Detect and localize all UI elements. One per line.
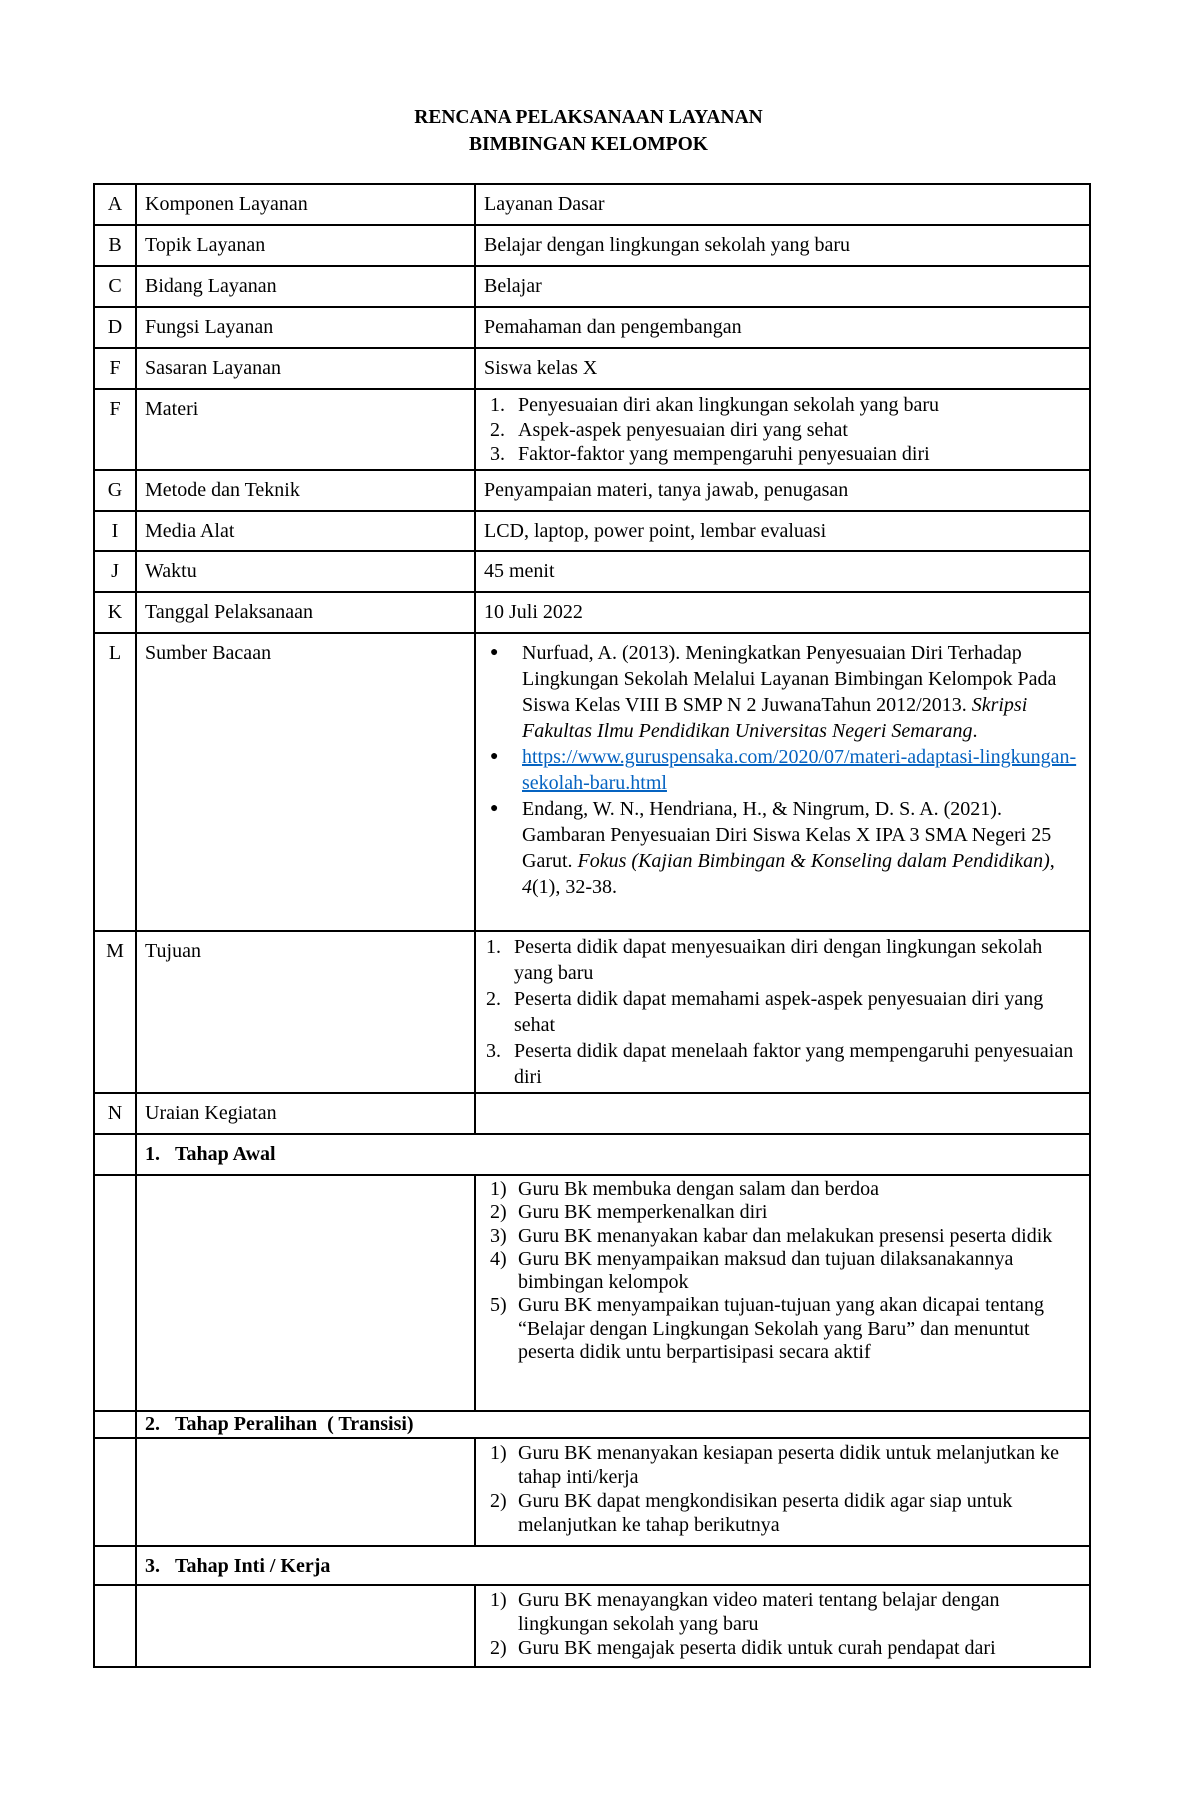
stage-title [136, 1546, 1090, 1585]
table-row-uraian [94, 1093, 1090, 1134]
item-number: 1. [490, 394, 505, 416]
step-item [484, 1441, 1081, 1489]
item-number: 2. [490, 419, 505, 441]
row-label: Sumber Bacaan [136, 633, 475, 931]
empty-cell [94, 1546, 136, 1585]
stage-steps-awal [94, 1175, 1090, 1411]
row-letter: F [94, 389, 136, 470]
table-row-sumber-bacaan [94, 633, 1090, 931]
step-item [484, 1248, 1081, 1295]
reference-text: Endang, W. N., Hendriana, H., & Ningrum, D. S. A. (2021). Gambaran Penyesuaian Diri Siswa Kelas X IPA 3 SMA Negeri 25 Garut. [522, 798, 1052, 872]
stage-title [136, 1411, 1090, 1438]
list-item [484, 986, 1081, 1038]
row-letter: G [94, 470, 136, 511]
table-row-materi [94, 389, 1090, 470]
reference-tail: . [972, 720, 978, 742]
stage-name: Tahap Inti / Kerja [175, 1555, 331, 1577]
step-item [484, 1489, 1081, 1537]
reference-link[interactable]: https://www.guruspensaka.com/2020/07/materi-adaptasi-lingkungan-sekolah-baru.html [522, 746, 1077, 794]
item-text: Faktor-faktor yang mempengaruhi penyesuaian diri [518, 443, 930, 465]
bullet-icon: ● [490, 645, 499, 660]
table-row-waktu [94, 551, 1090, 592]
empty-cell [136, 1175, 475, 1411]
table-row-fungsi [94, 307, 1090, 348]
step-text: Guru Bk membuka dengan salam dan berdoa [518, 1178, 880, 1200]
row-label: Bidang Layanan [136, 266, 475, 307]
table-row-tujuan [94, 931, 1090, 1093]
references-cell [475, 633, 1090, 931]
bullet-icon: ● [490, 749, 499, 764]
step-number: 2) [490, 1201, 507, 1224]
step-number: 4) [490, 1247, 507, 1270]
item-text: Aspek-aspek penyesuaian diri yang sehat [518, 419, 848, 441]
row-label: Materi [136, 389, 475, 470]
item-number: 3. [490, 443, 505, 465]
row-label: Media Alat [136, 511, 475, 551]
row-value: 45 menit [475, 551, 1090, 592]
steps-cell [475, 1438, 1090, 1546]
stage-header-peralihan [94, 1411, 1090, 1438]
reference-item [484, 744, 1081, 796]
step-number: 1) [490, 1442, 507, 1464]
row-letter: K [94, 592, 136, 633]
steps-list [484, 1441, 1081, 1537]
list-item [484, 392, 1081, 418]
step-item [484, 1178, 1081, 1201]
empty-cell [94, 1175, 136, 1411]
empty-cell [136, 1585, 475, 1667]
item-text: Penyesuaian diri akan lingkungan sekolah yang baru [518, 394, 939, 416]
empty-cell [94, 1134, 136, 1175]
item-number: 2. [486, 988, 501, 1010]
row-letter: F [94, 348, 136, 389]
reference-source: Skripsi Fakultas Ilmu Pendidikan Universitas Negeri Semarang [522, 694, 1028, 742]
item-text: Peserta didik dapat menelaah faktor yang mempengaruhi penyesuaian diri [514, 1040, 1074, 1088]
step-number: 1) [490, 1589, 507, 1611]
step-item [484, 1294, 1081, 1364]
list-item [484, 418, 1081, 442]
materi-list [484, 392, 1081, 466]
stage-name: Tahap Peralihan ( Transisi) [175, 1413, 414, 1435]
stage-header-inti [94, 1546, 1090, 1585]
stage-steps-inti [94, 1585, 1090, 1667]
item-text: Peserta didik dapat menyesuaikan diri dengan lingkungan sekolah yang baru [514, 936, 1043, 984]
step-text: Guru BK menyampaikan maksud dan tujuan dilaksanakannya bimbingan kelompok [518, 1247, 1014, 1294]
row-letter: M [94, 931, 136, 1093]
row-value: Layanan Dasar [475, 184, 1090, 225]
row-label: Metode dan Teknik [136, 470, 475, 511]
empty-cell [94, 1411, 136, 1438]
table-row-tanggal [94, 592, 1090, 633]
stage-title [136, 1134, 1090, 1175]
steps-cell [475, 1175, 1090, 1411]
step-item [484, 1225, 1081, 1248]
row-value: 10 Juli 2022 [475, 592, 1090, 633]
list-item [484, 1038, 1081, 1090]
step-text: Guru BK menanyakan kabar dan melakukan presensi peserta didik [518, 1224, 1053, 1247]
step-text: Guru BK menayangkan video materi tentang belajar dengan lingkungan sekolah yang baru [518, 1589, 1000, 1635]
row-letter: I [94, 511, 136, 551]
title-line-1: RENCANA PELAKSANAAN LAYANAN [414, 107, 763, 128]
row-letter: J [94, 551, 136, 592]
row-letter: B [94, 225, 136, 266]
step-text: Guru BK mengajak peserta didik untuk curah pendapat dari [518, 1637, 996, 1659]
reference-list [484, 640, 1081, 900]
row-value: LCD, laptop, power point, lembar evaluasi [475, 511, 1090, 551]
stage-name: Tahap Awal [175, 1143, 276, 1165]
list-item [484, 442, 1081, 466]
row-value: Belajar [475, 266, 1090, 307]
table-row-topik [94, 225, 1090, 266]
table-row-media [94, 511, 1090, 551]
item-number: 1. [486, 936, 501, 958]
empty-cell [94, 1438, 136, 1546]
reference-separator: , [1049, 850, 1055, 872]
step-item [484, 1588, 1081, 1636]
row-letter: N [94, 1093, 136, 1134]
row-value: Siswa kelas X [475, 348, 1090, 389]
step-text: Guru BK menanyakan kesiapan peserta didik untuk melanjutkan ke tahap inti/kerja [518, 1442, 1059, 1488]
reference-source: Fokus (Kajian Bimbingan & Konseling dalam Pendidikan) [577, 850, 1050, 872]
title-line-2: BIMBINGAN KELOMPOK [469, 134, 708, 155]
step-text: Guru BK memperkenalkan diri [518, 1201, 768, 1224]
table-row-metode [94, 470, 1090, 511]
reference-text: Nurfuad, A. (2013). Meningkatkan Penyesuaian Diri Terhadap Lingkungan Sekolah Melalui Layanan Bimbingan Kelompok Pada Siswa Kelas VIII B SMP N 2 JuwanaTahun 2012/2013. [522, 642, 1057, 716]
reference-item [484, 796, 1081, 900]
empty-cell [136, 1438, 475, 1546]
row-label: Uraian Kegiatan [136, 1093, 475, 1134]
step-item [484, 1636, 1081, 1660]
stage-steps-peralihan [94, 1438, 1090, 1546]
row-label: Topik Layanan [136, 225, 475, 266]
tujuan-list [484, 934, 1081, 1090]
row-label: Tanggal Pelaksanaan [136, 592, 475, 633]
table-row-bidang [94, 266, 1090, 307]
item-number: 3. [486, 1040, 501, 1062]
materi-list-cell [475, 389, 1090, 470]
step-item [484, 1201, 1081, 1224]
table-row-sasaran [94, 348, 1090, 389]
empty-cell [94, 1585, 136, 1667]
table-row-komponen [94, 184, 1090, 225]
stage-number: 1. [145, 1143, 160, 1165]
stage-number: 2. [145, 1413, 160, 1435]
document-title [0, 104, 1177, 158]
reference-tail: (1), 32-38. [532, 876, 617, 898]
row-letter: L [94, 633, 136, 931]
tujuan-list-cell [475, 931, 1090, 1093]
steps-list [484, 1178, 1081, 1364]
steps-cell [475, 1585, 1090, 1667]
row-label: Fungsi Layanan [136, 307, 475, 348]
list-item [484, 934, 1081, 986]
step-text: Guru BK menyampaikan tujuan-tujuan yang akan dicapai tentang “Belajar dengan Lingkungan Sekolah yang Baru” dan menuntut peserta didik untu berpartisipasi secara aktif [518, 1294, 1044, 1364]
stage-header-awal [94, 1134, 1090, 1175]
reference-volume: 4 [522, 876, 532, 898]
reference-item [484, 640, 1081, 744]
row-label: Waktu [136, 551, 475, 592]
row-label: Tujuan [136, 931, 475, 1093]
bullet-icon: ● [490, 801, 499, 816]
step-text: Guru BK dapat mengkondisikan peserta didik agar siap untuk melanjutkan ke tahap berikutnya [518, 1490, 1013, 1536]
steps-list [484, 1588, 1081, 1660]
step-number: 2) [490, 1490, 507, 1512]
step-number: 3) [490, 1224, 507, 1247]
service-plan-table [93, 183, 1091, 1668]
row-value: Penyampaian materi, tanya jawab, penugasan [475, 470, 1090, 511]
row-letter: A [94, 184, 136, 225]
step-number: 5) [490, 1294, 507, 1317]
item-text: Peserta didik dapat memahami aspek-aspek penyesuaian diri yang sehat [514, 988, 1044, 1036]
row-value [475, 1093, 1090, 1134]
step-number: 1) [490, 1178, 507, 1200]
row-letter: D [94, 307, 136, 348]
row-letter: C [94, 266, 136, 307]
row-value: Pemahaman dan pengembangan [475, 307, 1090, 348]
row-label: Komponen Layanan [136, 184, 475, 225]
row-value: Belajar dengan lingkungan sekolah yang baru [475, 225, 1090, 266]
step-number: 2) [490, 1637, 507, 1659]
row-label: Sasaran Layanan [136, 348, 475, 389]
stage-number: 3. [145, 1555, 160, 1577]
